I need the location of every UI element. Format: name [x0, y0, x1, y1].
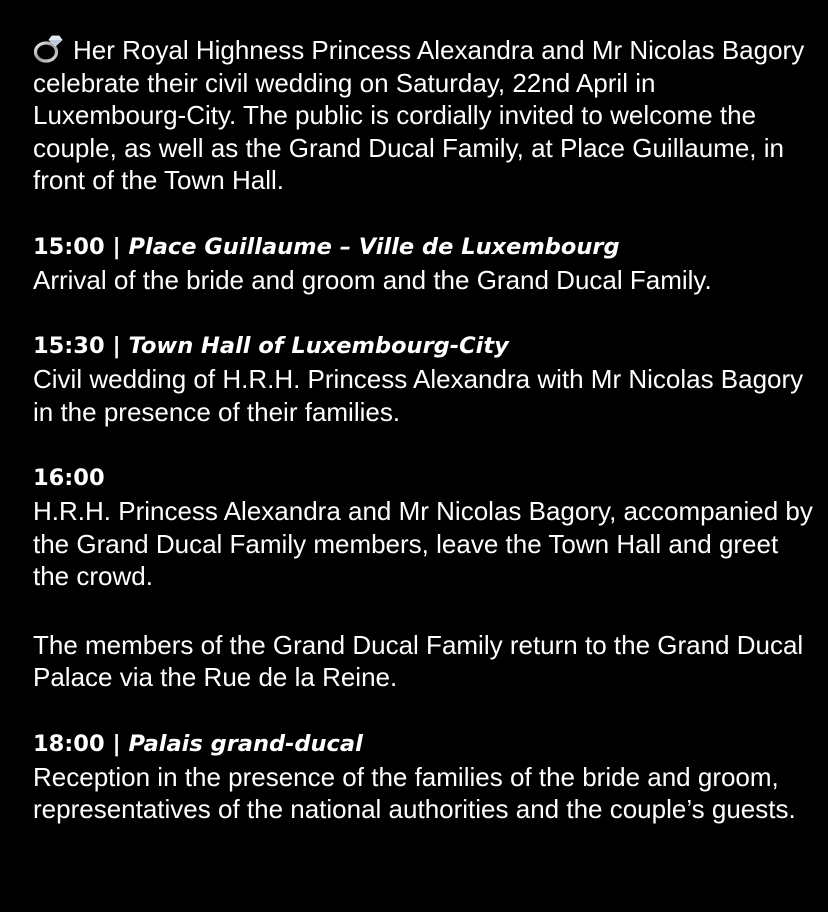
- schedule-location: Place Guillaume – Ville de Luxembourg: [128, 233, 620, 260]
- schedule-item-1530: [33, 329, 813, 428]
- schedule-item-1500: [33, 230, 813, 297]
- schedule-location: Palais grand-ducal: [128, 730, 363, 757]
- schedule-time: 16:00: [33, 465, 105, 491]
- schedule-item-1600: [33, 461, 813, 593]
- intro-paragraph: [33, 34, 813, 197]
- schedule-separator: |: [104, 233, 129, 260]
- schedule-description: Reception in the presence of the families of the bride and groom, representatives of the national authorities and the couple’s guests.: [33, 761, 796, 824]
- schedule-heading: [33, 230, 813, 264]
- schedule-heading: [33, 727, 813, 761]
- schedule-separator: |: [104, 333, 129, 359]
- schedule-separator: |: [104, 730, 129, 757]
- schedule-item-1800: [33, 727, 813, 826]
- intro-text: Her Royal Highness Princess Alexandra and Mr Nicolas Bagory celebrate their civil wedding on Saturday, 22nd April in Luxembourg-City. The public is cordially invited to welcome the couple, as well as the Grand Ducal Family, at Place Guillaume, in front of the Town Hall.: [33, 35, 805, 195]
- return-note: The members of the Grand Ducal Family return to the Grand Ducal Palace via the Rue de la Reine.: [33, 629, 804, 692]
- ring-icon: [33, 34, 64, 63]
- schedule-heading: [33, 461, 813, 495]
- schedule-location: Town Hall of Luxembourg-City: [128, 333, 509, 359]
- schedule-time: 15:00: [33, 233, 105, 260]
- schedule-time: 15:30: [33, 333, 105, 359]
- schedule-description: Arrival of the bride and groom and the Grand Ducal Family.: [33, 264, 712, 295]
- schedule-heading: [33, 329, 813, 363]
- schedule-time: 18:00: [33, 730, 105, 757]
- schedule-description: Civil wedding of H.R.H. Princess Alexandra with Mr Nicolas Bagory in the presence of their families.: [33, 364, 804, 427]
- schedule-description: H.R.H. Princess Alexandra and Mr Nicolas Bagory, accompanied by the Grand Ducal Family members, leave the Town Hall and greet the crowd.: [33, 496, 813, 591]
